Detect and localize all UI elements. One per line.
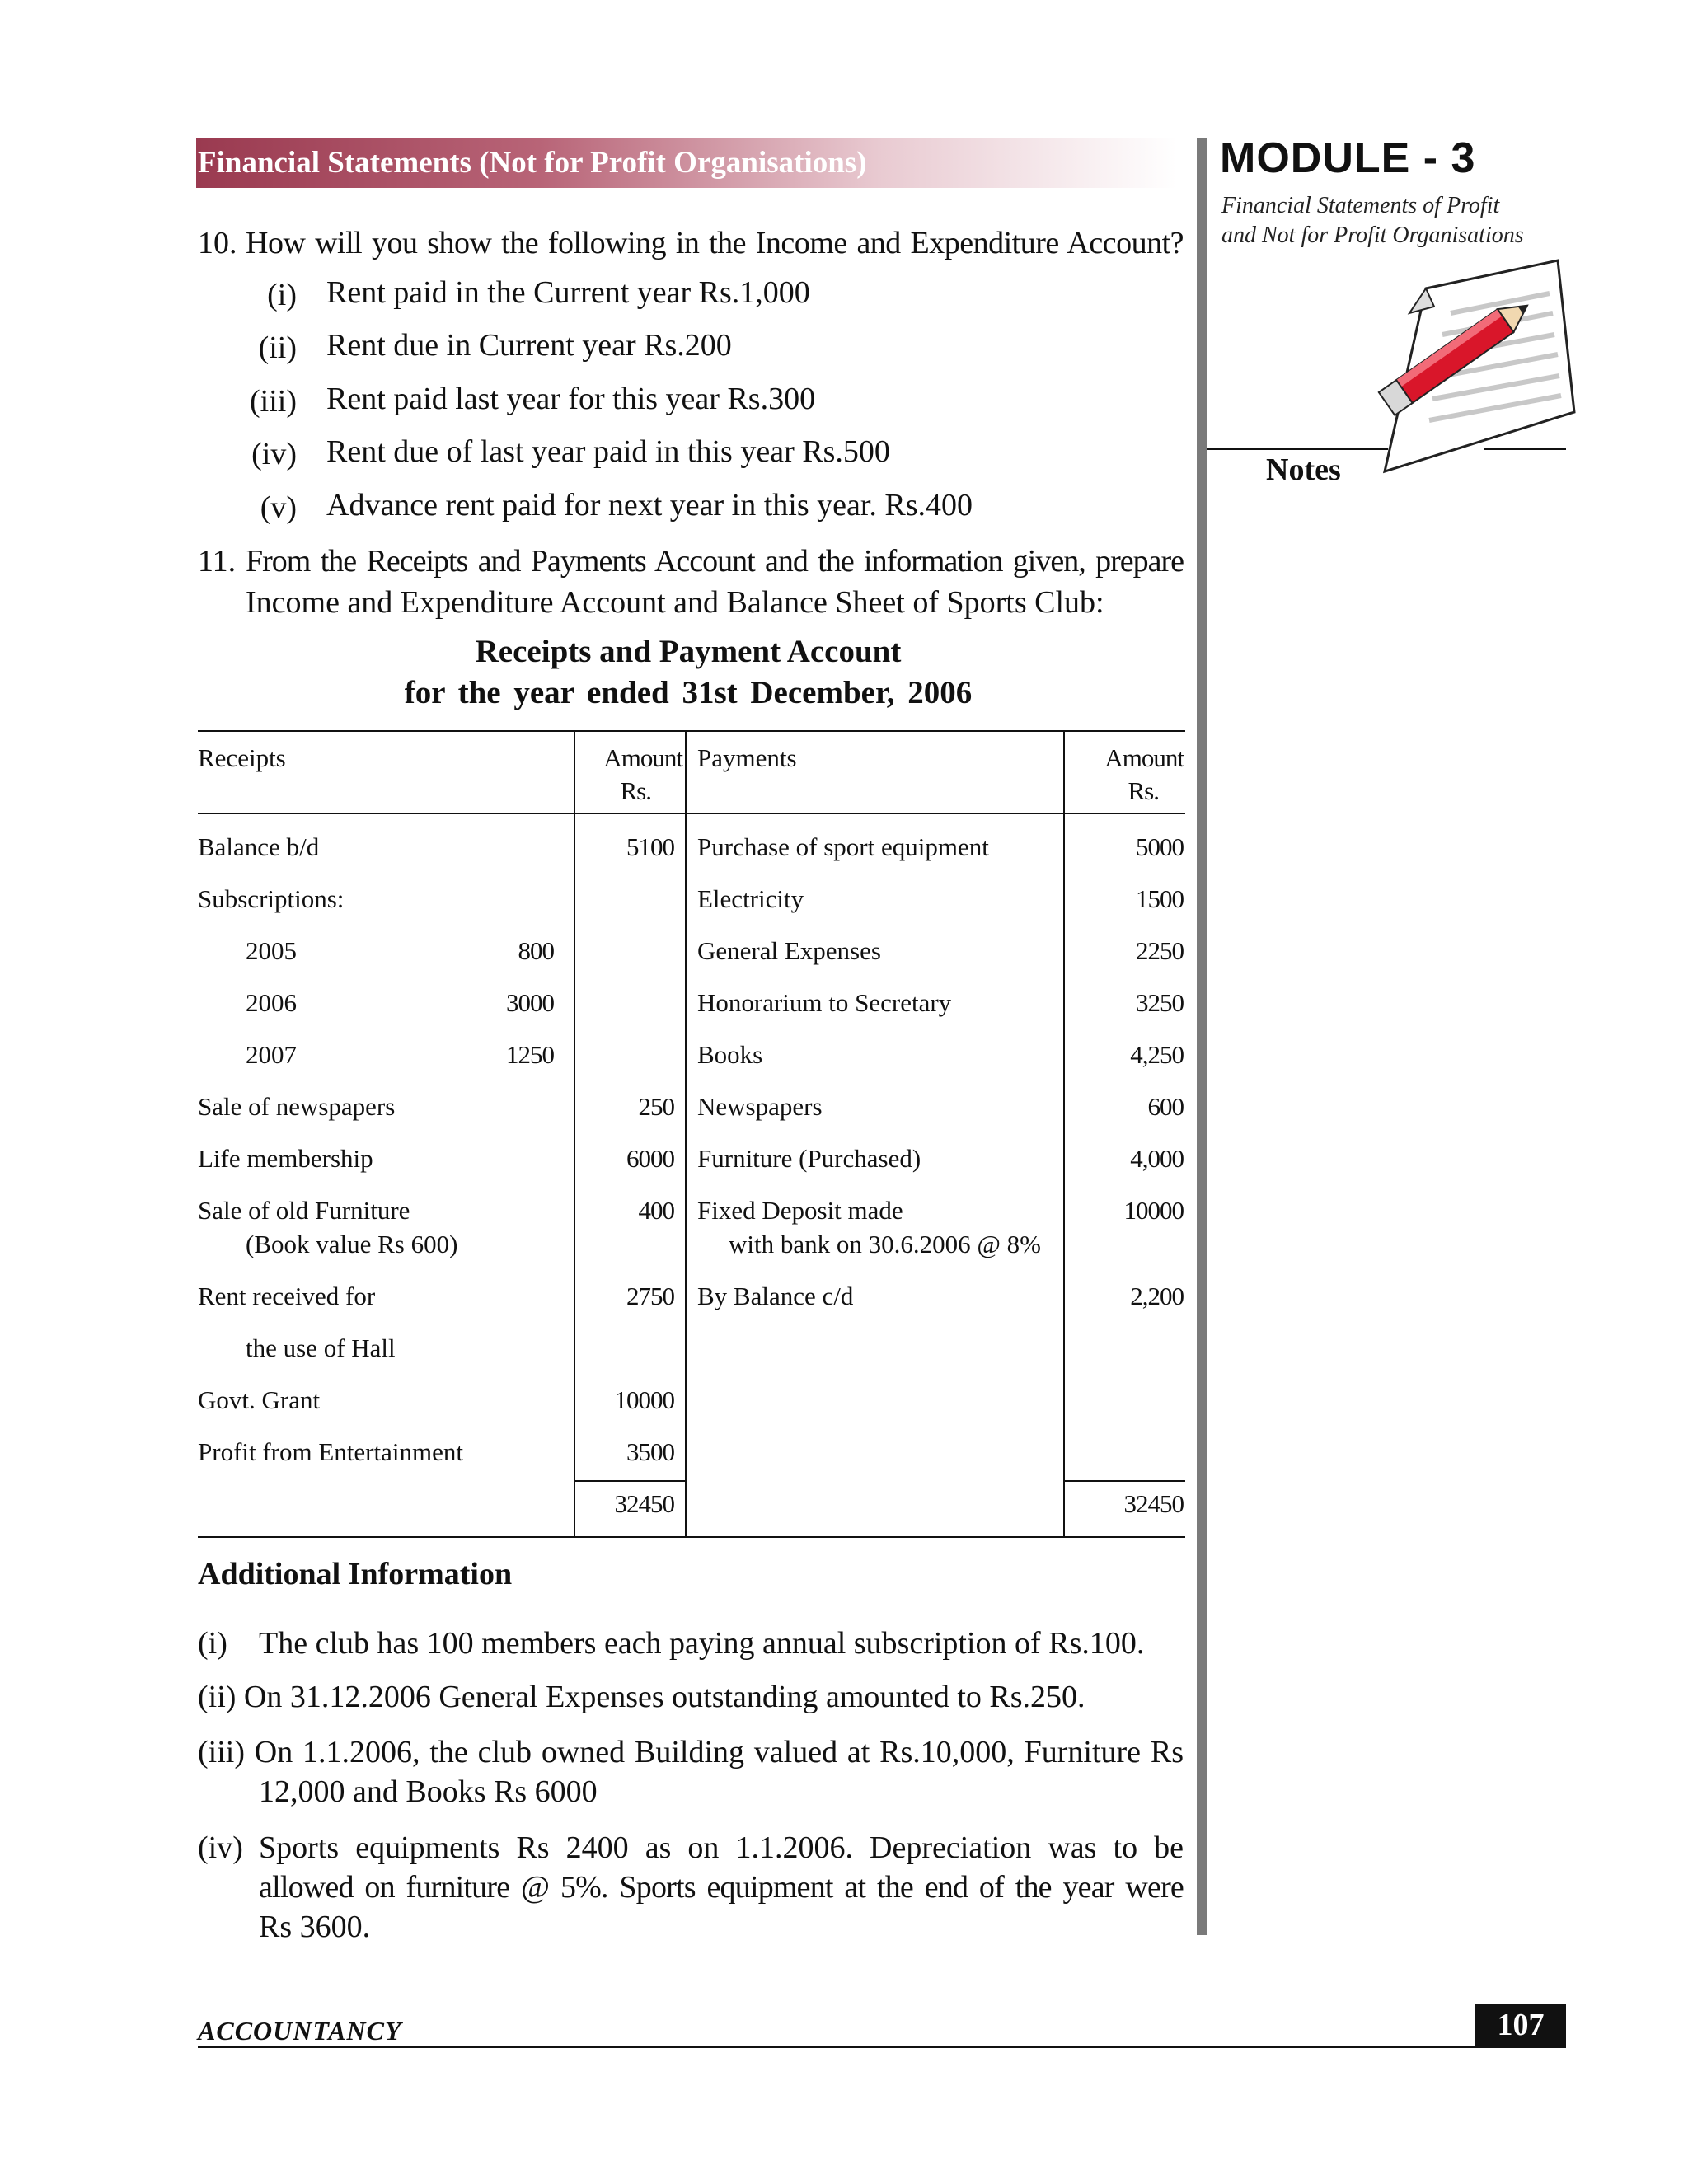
- receipt-total: 32450: [614, 1489, 674, 1518]
- receipt-amount: 5100: [626, 832, 674, 861]
- receipt-sub-amount: 1250: [506, 1040, 554, 1069]
- q10-item-num: (iii): [250, 384, 297, 419]
- receipt-label: Sale of old Furniture: [198, 1196, 410, 1225]
- receipt-amount: 250: [638, 1092, 674, 1121]
- q10-item-num: (v): [260, 490, 297, 525]
- receipt-label: Rent received for: [198, 1282, 376, 1310]
- q10-item-text: Rent due of last year paid in this year Rs.500: [326, 434, 890, 469]
- q10-item-num: (i): [267, 278, 297, 312]
- additional-num: (i): [198, 1626, 227, 1661]
- q11-number: 11.: [198, 544, 237, 579]
- module-subtitle-line: and Not for Profit Organisations: [1221, 223, 1524, 248]
- header-rs: Rs.: [620, 776, 651, 805]
- table-header-rule: [198, 813, 1185, 814]
- payment-amount: 1500: [1136, 884, 1184, 913]
- payment-label: with bank on 30.6.2006 @ 8%: [729, 1230, 1041, 1258]
- additional-item: (iii) On 1.1.2006, the club owned Building valued at Rs.10,000, Furniture Rs: [198, 1735, 1184, 1769]
- additional-item-cont: 12,000 and Books Rs 6000: [259, 1774, 598, 1809]
- receipt-label: Govt. Grant: [198, 1385, 321, 1414]
- receipt-amount: 2750: [626, 1282, 674, 1310]
- receipt-label: Subscriptions:: [198, 884, 345, 913]
- payment-amount: 3250: [1136, 988, 1184, 1017]
- payment-label: Electricity: [697, 884, 804, 913]
- notes-rule: [1207, 448, 1388, 450]
- table-subtitle: for the year ended 31st December, 2006: [404, 675, 973, 710]
- payment-label: Books: [697, 1040, 763, 1069]
- additional-item-cont: Rs 3600.: [259, 1910, 371, 1944]
- header-rs: Rs.: [1128, 776, 1159, 805]
- table-top-rule: [198, 730, 1185, 732]
- receipt-amount: 6000: [626, 1144, 674, 1173]
- payment-label: By Balance c/d: [697, 1282, 854, 1310]
- receipt-label: (Book value Rs 600): [246, 1230, 458, 1258]
- q10-item-num: (ii): [258, 330, 297, 365]
- payment-amount: 10000: [1123, 1196, 1184, 1225]
- header-amount: Amount: [1104, 743, 1184, 772]
- margin-bar: [1197, 138, 1207, 1935]
- receipt-amount: 400: [638, 1196, 674, 1225]
- additional-title: Additional Information: [198, 1557, 513, 1591]
- payment-amount: 5000: [1136, 832, 1184, 861]
- payment-amount: 2,200: [1130, 1282, 1184, 1310]
- notes-rule: [1484, 448, 1566, 450]
- q10-item-num: (iv): [251, 437, 297, 471]
- header-payments: Payments: [697, 743, 797, 772]
- q10-item-text: Rent paid in the Current year Rs.1,000: [326, 275, 810, 310]
- additional-item: The club has 100 members each paying annual subscription of Rs.100.: [259, 1626, 1145, 1661]
- receipt-label: 2007: [246, 1040, 297, 1069]
- payment-label: Newspapers: [697, 1092, 823, 1121]
- payment-label: Furniture (Purchased): [697, 1144, 921, 1173]
- additional-item-cont: allowed on furniture @ 5%. Sports equipment at the end of the year were: [259, 1870, 1184, 1905]
- module-subtitle: [1221, 191, 1568, 251]
- column-divider: [1063, 730, 1065, 1538]
- q11-line: From the Receipts and Payments Account and the information given, prepare: [246, 544, 1184, 579]
- footer-rule: [198, 2046, 1566, 2048]
- table-title: Receipts and Payment Account: [475, 634, 902, 669]
- additional-item: (ii) On 31.12.2006 General Expenses outstanding amounted to Rs.250.: [198, 1680, 1085, 1714]
- payment-amount: 4,250: [1130, 1040, 1184, 1069]
- module-title: MODULE - 3: [1220, 134, 1476, 182]
- q11-line: Income and Expenditure Account and Balance Sheet of Sports Club:: [246, 585, 1104, 620]
- module-subtitle-line: Financial Statements of Profit: [1221, 193, 1500, 218]
- receipt-label: Balance b/d: [198, 832, 320, 861]
- header-receipts: Receipts: [198, 743, 286, 772]
- q10-number: 10.: [198, 226, 237, 260]
- column-divider: [574, 730, 575, 1538]
- column-divider: [685, 730, 687, 1538]
- receipt-label: Profit from Entertainment: [198, 1437, 463, 1466]
- footer-subject: ACCOUNTANCY: [198, 2016, 402, 2046]
- payment-label: Honorarium to Secretary: [697, 988, 952, 1017]
- receipt-label: Sale of newspapers: [198, 1092, 396, 1121]
- q10-item-text: Rent paid last year for this year Rs.300: [326, 382, 816, 416]
- receipt-label: the use of Hall: [246, 1333, 396, 1362]
- payment-amount: 4,000: [1130, 1144, 1184, 1173]
- q10-item-text: Advance rent paid for next year in this year. Rs.400: [326, 488, 973, 523]
- total-rule: [1063, 1480, 1185, 1482]
- receipt-sub-amount: 3000: [506, 988, 554, 1017]
- table-bottom-rule: [198, 1536, 1185, 1538]
- receipt-label: 2005: [246, 936, 297, 965]
- payment-label: General Expenses: [697, 936, 881, 965]
- payment-total: 32450: [1123, 1489, 1184, 1518]
- receipt-label: Life membership: [198, 1144, 373, 1173]
- q10-text: How will you show the following in the Income and Expenditure Account?: [246, 226, 1184, 260]
- page-number: 107: [1475, 2004, 1566, 2046]
- additional-num: (iv): [198, 1830, 243, 1865]
- header-title: Financial Statements (Not for Profit Organisations): [198, 146, 867, 180]
- receipt-amount: 10000: [614, 1385, 674, 1414]
- payment-amount: 600: [1147, 1092, 1184, 1121]
- additional-item: Sports equipments Rs 2400 as on 1.1.2006. Depreciation was to be: [259, 1830, 1184, 1865]
- q10-item-text: Rent due in Current year Rs.200: [326, 328, 732, 363]
- receipt-amount: 3500: [626, 1437, 674, 1466]
- total-rule: [575, 1480, 686, 1482]
- receipt-label: 2006: [246, 988, 297, 1017]
- receipt-sub-amount: 800: [518, 936, 554, 965]
- payment-amount: 2250: [1136, 936, 1184, 965]
- payment-label: Purchase of sport equipment: [697, 832, 989, 861]
- notes-label: Notes: [1266, 452, 1341, 487]
- payment-label: Fixed Deposit made: [697, 1196, 903, 1225]
- header-amount: Amount: [603, 743, 682, 772]
